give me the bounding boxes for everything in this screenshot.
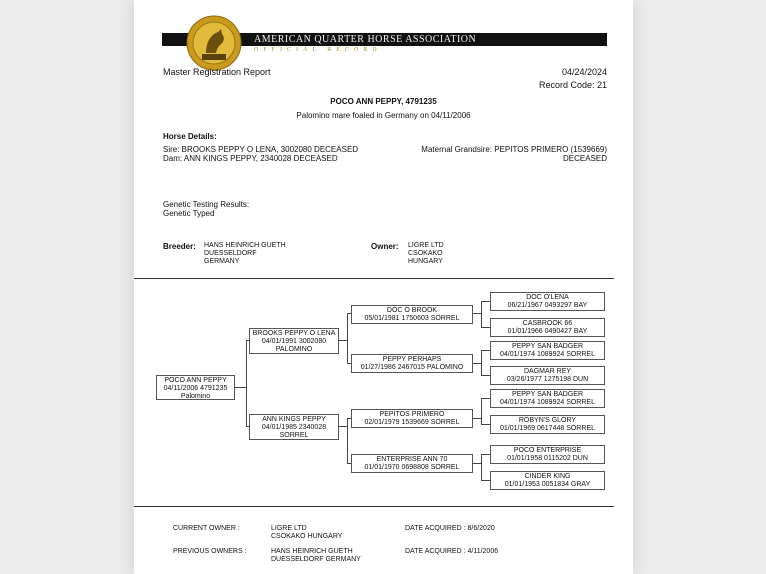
pedigree-gen4-name: POCO ENTERPRISE xyxy=(513,447,582,454)
current-owner-line: CSOKAKO HUNGARY xyxy=(271,533,343,540)
pedigree-gen4-info: 04/01/1974 1089924 SORREL xyxy=(500,351,595,358)
pedigree-gen4-name: PEPPY SAN BADGER xyxy=(511,343,584,350)
pedigree-gen4-info: 03/26/1977 1275198 DUN xyxy=(506,376,589,383)
pedigree-gen4-box xyxy=(490,318,605,337)
pedigree-gen4-info: 01/01/1958 0115202 DUN xyxy=(507,455,588,462)
genetic-testing-heading: Genetic Testing Results: xyxy=(163,200,250,209)
pedigree-gen3-box xyxy=(351,354,473,373)
pedigree-gen4-name: PEPPY SAN BADGER xyxy=(511,391,584,398)
pedigree-gen4-info: 06/21/1967 0493297 BAY xyxy=(507,302,588,309)
breeder-label: Breeder: xyxy=(163,242,196,251)
genetic-testing-value: Genetic Typed xyxy=(163,209,215,218)
pedigree-gen4-name: ROBYN'S GLORY xyxy=(518,417,577,424)
current-owner-block xyxy=(271,525,342,541)
pedigree-dam-name: ANN KINGS PEPPY xyxy=(262,416,326,423)
pedigree-subject-name: POCO ANN PEPPY xyxy=(164,377,227,384)
pedigree-gen3-box xyxy=(351,454,473,473)
pedigree-gen4-name: DOC O'LENA xyxy=(526,294,569,301)
pedigree-gen4-info: 01/01/1969 0617448 SORREL xyxy=(500,425,595,432)
horse-name-heading: POCO ANN PEPPY, 4791235 xyxy=(330,97,437,106)
section-divider xyxy=(134,278,614,279)
previous-owner-block xyxy=(271,548,361,564)
pedigree-gen4-info: 04/01/1974 1089924 SORREL xyxy=(500,399,595,406)
pedigree-sire-color: PALOMINO xyxy=(275,346,313,353)
pedigree-gen3-name: PEPITOS PRIMERO xyxy=(379,411,445,418)
owner-line: CSOKAKO xyxy=(408,250,443,257)
current-owner-line: LIGRE LTD xyxy=(271,525,307,532)
pedigree-gen3-info: 01/27/1986 2467015 PALOMINO xyxy=(360,364,464,371)
pedigree-gen3-box xyxy=(351,305,473,324)
current-owner-label: CURRENT OWNER : xyxy=(173,525,240,532)
pedigree-gen4-box xyxy=(490,389,605,408)
pedigree-gen4-name: CINDER KING xyxy=(524,473,571,480)
pedigree-gen3-info: 05/01/1981 1750603 SORREL xyxy=(364,315,460,322)
association-name: AMERICAN QUARTER HORSE ASSOCIATION xyxy=(254,34,477,45)
previous-acquired-date: DATE ACQUIRED : 4/11/2006 xyxy=(405,548,499,555)
horse-foaled-line: Palomino mare foaled in Germany on 04/11/2006 xyxy=(296,111,471,120)
section-divider xyxy=(134,506,614,507)
registration-report-page xyxy=(134,0,633,574)
pedigree-gen3-box xyxy=(351,409,473,428)
owner-line: LIGRE LTD xyxy=(408,242,444,249)
owner-block xyxy=(408,242,444,266)
breeder-block xyxy=(204,242,286,266)
report-title: Master Registration Report xyxy=(163,67,271,77)
pedigree-gen4-box xyxy=(490,292,605,311)
pedigree-dam-box xyxy=(249,414,339,440)
record-code: Record Code: 21 xyxy=(538,80,607,90)
pedigree-gen4-info: 01/01/1953 0051834 GRAY xyxy=(504,481,591,488)
pedigree-dam-info: 04/01/1985 2340028 xyxy=(261,424,327,431)
pedigree-gen4-name: DAGMAR REY xyxy=(523,368,572,375)
pedigree-gen3-info: 02/01/1979 1539669 SORREL xyxy=(364,419,460,426)
pedigree-gen3-name: ENTERPRISE ANN 70 xyxy=(376,456,448,463)
official-record-label: OFFICIAL RECORD xyxy=(254,47,382,53)
pedigree-gen4-box xyxy=(490,366,605,385)
owner-line: HUNGARY xyxy=(408,258,443,265)
dam-line: Dam: ANN KINGS PEPPY, 2340028 DECEASED xyxy=(163,154,338,163)
horse-details-heading: Horse Details: xyxy=(163,132,217,141)
pedigree-gen4-name: CASBROOK 66 xyxy=(522,320,573,327)
aqha-seal-logo xyxy=(186,15,242,71)
breeder-line: DUESSELDORF xyxy=(204,250,257,257)
previous-owner-line: DUESSELDORF GERMANY xyxy=(271,556,361,563)
pedigree-gen3-name: DOC O BROOK xyxy=(386,307,438,314)
pedigree-sire-info: 04/01/1991 3002080 xyxy=(261,338,327,345)
pedigree-gen4-box xyxy=(490,341,605,360)
breeder-line: HANS HEINRICH GUETH xyxy=(204,242,286,249)
maternal-grandsire-status: DECEASED xyxy=(562,154,607,163)
pedigree-gen4-info: 01/01/1966 0490427 BAY xyxy=(507,328,588,335)
owner-label: Owner: xyxy=(371,242,399,251)
breeder-line: GERMANY xyxy=(204,258,240,265)
pedigree-subject-info: 04/11/2006 4791235 xyxy=(163,385,228,392)
pedigree-gen3-info: 01/01/1970 0698808 SORREL xyxy=(364,464,460,471)
pedigree-gen3-name: PEPPY PERHAPS xyxy=(382,356,442,363)
pedigree-subject-color: Palomino xyxy=(180,393,211,400)
sire-line: Sire: BROOKS PEPPY O LENA, 3002080 DECEASED xyxy=(163,145,359,154)
pedigree-sire-box xyxy=(249,328,339,354)
pedigree-gen4-box xyxy=(490,445,605,464)
pedigree-subject-box xyxy=(156,375,235,400)
pedigree-gen4-box xyxy=(490,415,605,434)
maternal-grandsire-line: Maternal Grandsire: PEPITOS PRIMERO (1539669) xyxy=(421,145,607,154)
pedigree-sire-name: BROOKS PEPPY O LENA xyxy=(252,330,336,337)
current-acquired-date: DATE ACQUIRED : 8/6/2020 xyxy=(405,525,495,532)
pedigree-dam-color: SORREL xyxy=(279,432,309,439)
previous-owners-label: PREVIOUS OWNERS : xyxy=(173,548,247,555)
report-date: 04/24/2024 xyxy=(561,67,607,77)
pedigree-gen4-box xyxy=(490,471,605,490)
previous-owner-line: HANS HEINRICH GUETH xyxy=(271,548,353,555)
